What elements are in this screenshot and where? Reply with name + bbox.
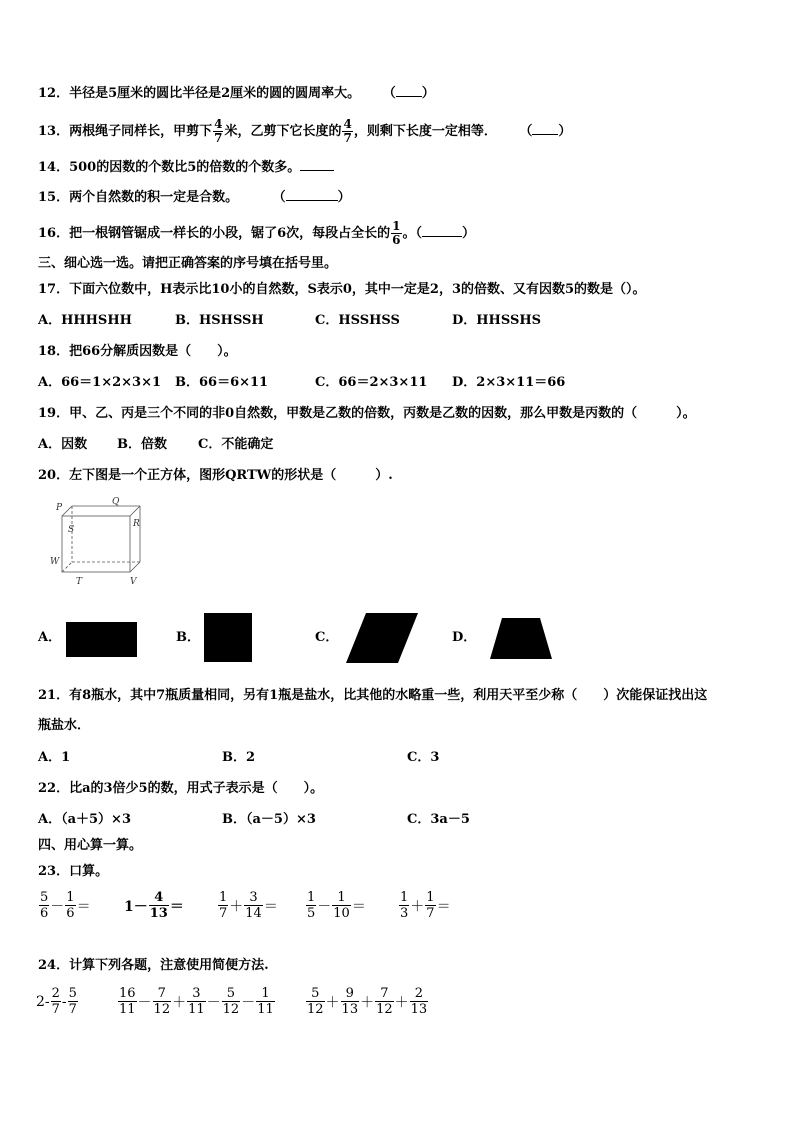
trapezoid-shape (490, 618, 552, 659)
question-21-continued: 瓶盐水． (38, 718, 91, 733)
expression-1: $\frac{5}{6}$ － $\frac{1}{6}$ ＝ (40, 890, 91, 921)
question-24: 24．计算下列各题，注意使用简便方法. (38, 958, 269, 973)
cube-label-v: V (130, 577, 137, 587)
question-22: 22．比a的3倍少5的数，用式子表示是（ ）。 (38, 781, 324, 796)
question-21: 21．有8瓶水，其中7瓶质量相同，另有1瓶是盐水，比其他的水略重一些，利用天平至少称（ ）次能保证找出这 (38, 688, 708, 703)
question-17: 17．下面六位数中，H表示比10小的自然数，S表示0，其中一定是2，3的倍数、又有因数5的数是（）。 (38, 282, 646, 297)
fraction: $\frac{1}{6}$ (392, 219, 401, 247)
cube-label-s: S (68, 525, 75, 535)
option-a[interactable]: A．（a＋5）×3 (38, 812, 131, 827)
option-b[interactable]: B．HSHSSH (175, 313, 264, 328)
section-4-heading: 四、用心算一算。 (38, 838, 143, 853)
question-15: 15．两个自然数的积一定是合数。 （ ） (38, 190, 351, 205)
option-c[interactable]: C．3a－5 (407, 812, 470, 827)
option-a[interactable]: A．66＝1×2×3×1 (38, 375, 162, 390)
option-d[interactable]: D． (452, 630, 477, 645)
expression-2: 1－ $\frac{4}{13}$ ＝ (124, 890, 184, 921)
question-12: 12．半径是5厘米的圆比半径是2厘米的圆的圆周率大。 （ ） (38, 86, 435, 101)
option-a[interactable]: A． (38, 630, 62, 645)
option-d[interactable]: D．HHSSHS (452, 313, 542, 328)
answer-blank[interactable] (422, 224, 462, 237)
cube-label-r: R (133, 519, 140, 529)
question-13: 13．两根绳子同样长，甲剪下 $\frac{4}{7}$ 米，乙剪下它长度的 $\frac{4}{7}$ ，则剩下长度一定相等． （ ） (38, 117, 572, 145)
square-shape (204, 613, 252, 662)
option-b[interactable]: B．（a－5）×3 (222, 812, 316, 827)
question-20: 20．左下图是一个正方体，图形QRTW的形状是（ ）. (38, 468, 393, 483)
expression-4: $\frac{1}{5}$ － $\frac{1}{10}$ ＝ (307, 890, 366, 921)
cube-label-q: Q (112, 497, 120, 507)
section-3-heading: 三、细心选一选。请把正确答案的序号填在括号里。 (38, 256, 338, 271)
cube-label-w: W (50, 557, 60, 567)
fraction: $\frac{4}{7}$ (343, 117, 352, 145)
option-a[interactable]: A．因数 (38, 437, 88, 452)
expression-8: $\frac{5}{12}$ ＋ $\frac{9}{13}$ ＋ $\frac{7}{12}$ ＋ $\frac{2}{13}$ (307, 986, 428, 1017)
parallelogram-shape (346, 613, 418, 663)
cube-edge (62, 506, 72, 516)
cube-hidden-edge (62, 562, 72, 572)
question-14: 14．500的因数的个数比5的倍数的个数多。 (38, 158, 334, 176)
option-c[interactable]: C．不能确定 (198, 437, 274, 452)
cube-label-t: T (76, 577, 83, 587)
expression-6: 2- $\frac{2}{7}$ - $\frac{5}{7}$ (36, 986, 77, 1017)
answer-blank[interactable] (396, 84, 422, 97)
option-b[interactable]: B． (176, 630, 200, 645)
option-c[interactable]: C．3 (407, 750, 440, 765)
expression-5: $\frac{1}{3}$ ＋ $\frac{1}{7}$ ＝ (400, 890, 451, 921)
option-b[interactable]: B．66＝6×11 (175, 375, 269, 390)
answer-blank[interactable] (532, 122, 558, 135)
option-c[interactable]: C．HSSHSS (315, 313, 400, 328)
fraction: $\frac{4}{7}$ (214, 117, 223, 145)
option-b[interactable]: B．倍数 (117, 437, 167, 452)
option-b[interactable]: B．2 (222, 750, 256, 765)
expression-7: $\frac{16}{11}$ － $\frac{7}{12}$ ＋ $\frac{3}{11}$ － $\frac{5}{12}$ － $\frac{1}{11}$ (119, 986, 274, 1017)
cube-edge (130, 506, 140, 516)
question-18: 18．把66分解质因数是（ ）。 (38, 344, 237, 359)
option-c[interactable]: C．66＝2×3×11 (315, 375, 428, 390)
option-a[interactable]: A．1 (38, 750, 71, 765)
option-a[interactable]: A．HHHSHH (38, 313, 132, 328)
cube-edge (130, 562, 140, 572)
cube-figure (40, 496, 165, 591)
cube-label-p: P (56, 503, 63, 513)
answer-blank[interactable] (286, 188, 338, 201)
rectangle-shape (66, 622, 137, 657)
answer-blank[interactable] (300, 158, 334, 171)
option-c[interactable]: C． (315, 630, 339, 645)
option-d[interactable]: D．2×3×11＝66 (452, 375, 566, 390)
question-19: 19．甲、乙、丙是三个不同的非0自然数，甲数是乙数的倍数，丙数是乙数的因数，那么甲数是丙数的（ ）。 (38, 406, 696, 421)
question-23: 23．口算。 (38, 864, 109, 879)
question-16: 16．把一根钢管锯成一样长的小段，锯了6次，每段占全长的 $\frac{1}{6}$ 。（ ） (38, 219, 476, 247)
expression-3: $\frac{1}{7}$ ＋ $\frac{3}{14}$ ＝ (219, 890, 278, 921)
